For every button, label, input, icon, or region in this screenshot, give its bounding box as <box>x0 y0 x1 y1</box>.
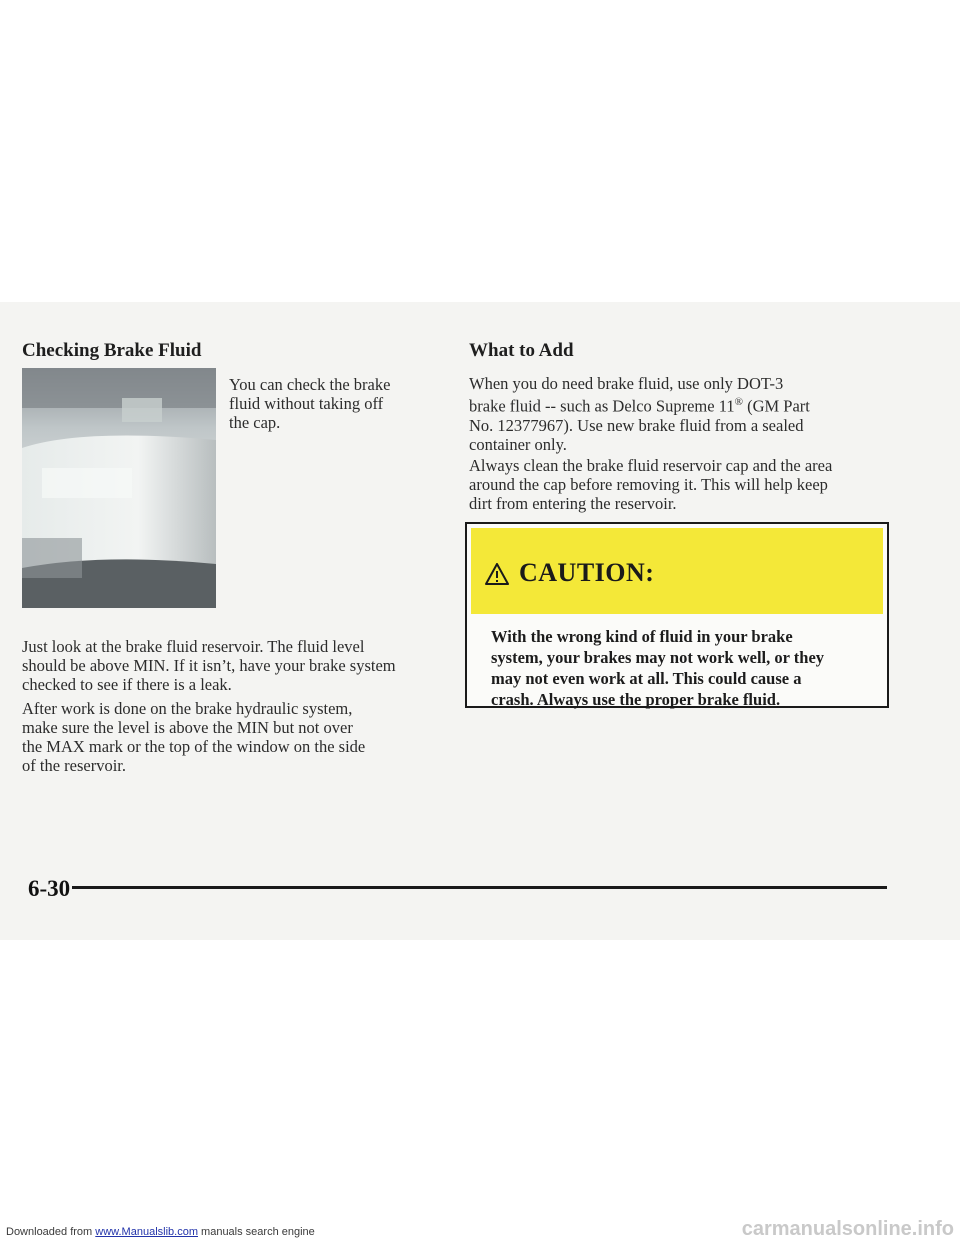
text-line: crash. Always use the proper brake fluid. <box>491 690 781 709</box>
text-line: With the wrong kind of fluid in your brake <box>491 627 793 646</box>
caption-line: You can check the brake <box>229 375 391 394</box>
text-line: After work is done on the brake hydraulic system, <box>22 699 353 718</box>
heading-what-to-add: What to Add <box>469 340 574 361</box>
text-line: When you do need brake fluid, use only DOT-3 <box>469 374 784 393</box>
brake-reservoir-photo <box>22 368 216 608</box>
heading-checking-brake-fluid: Checking Brake Fluid <box>22 340 202 361</box>
warning-triangle-icon <box>485 563 509 585</box>
text-line: should be above MIN. If it isn’t, have your brake system <box>22 656 396 675</box>
text-line: of the reservoir. <box>22 756 127 775</box>
footer-prefix: Downloaded from <box>6 1226 96 1238</box>
text-line: system, your brakes may not work well, or they <box>491 648 825 667</box>
paragraph-clean-cap <box>469 456 832 513</box>
caution-title: CAUTION: <box>519 558 655 587</box>
caution-header <box>471 528 883 614</box>
caution-text <box>491 626 871 710</box>
text-line: Always clean the brake fluid reservoir cap and the area <box>469 456 833 475</box>
text-line: make sure the level is above the MIN but not over <box>22 718 353 737</box>
text-line: around the cap before removing it. This will help keep <box>469 475 828 494</box>
registered-mark: ® <box>734 396 743 408</box>
watermark: carmanualsonline.info <box>741 1218 954 1240</box>
download-footer <box>6 1226 315 1238</box>
caption-line: fluid without taking off <box>229 394 384 413</box>
caption-line: the cap. <box>229 413 281 432</box>
text-line: container only. <box>469 434 567 454</box>
photo-caption <box>229 375 390 432</box>
paragraph-fluid-type <box>469 374 810 454</box>
text-line: dirt from entering the reservoir. <box>469 494 677 513</box>
text-line: brake fluid -- such as Delco Supreme 11 <box>469 396 735 416</box>
manualslib-link[interactable]: www.Manualslib.com <box>95 1226 198 1238</box>
page-rule <box>72 886 887 889</box>
caution-box <box>465 522 889 708</box>
paragraph-reservoir-check <box>22 637 396 694</box>
text-line: the MAX mark or the top of the window on the side <box>22 737 366 756</box>
text-line: No. 12377967). Use new brake fluid from a sealed <box>469 415 804 435</box>
text-line: may not even work at all. This could cause a <box>491 669 802 688</box>
text-line: checked to see if there is a leak. <box>22 675 232 694</box>
text-line: (GM Part <box>742 396 810 416</box>
text-line: Just look at the brake fluid reservoir. The fluid level <box>22 637 365 656</box>
paragraph-after-work <box>22 699 365 775</box>
footer-suffix: manuals search engine <box>197 1226 315 1238</box>
page-number: 6-30 <box>28 876 71 901</box>
